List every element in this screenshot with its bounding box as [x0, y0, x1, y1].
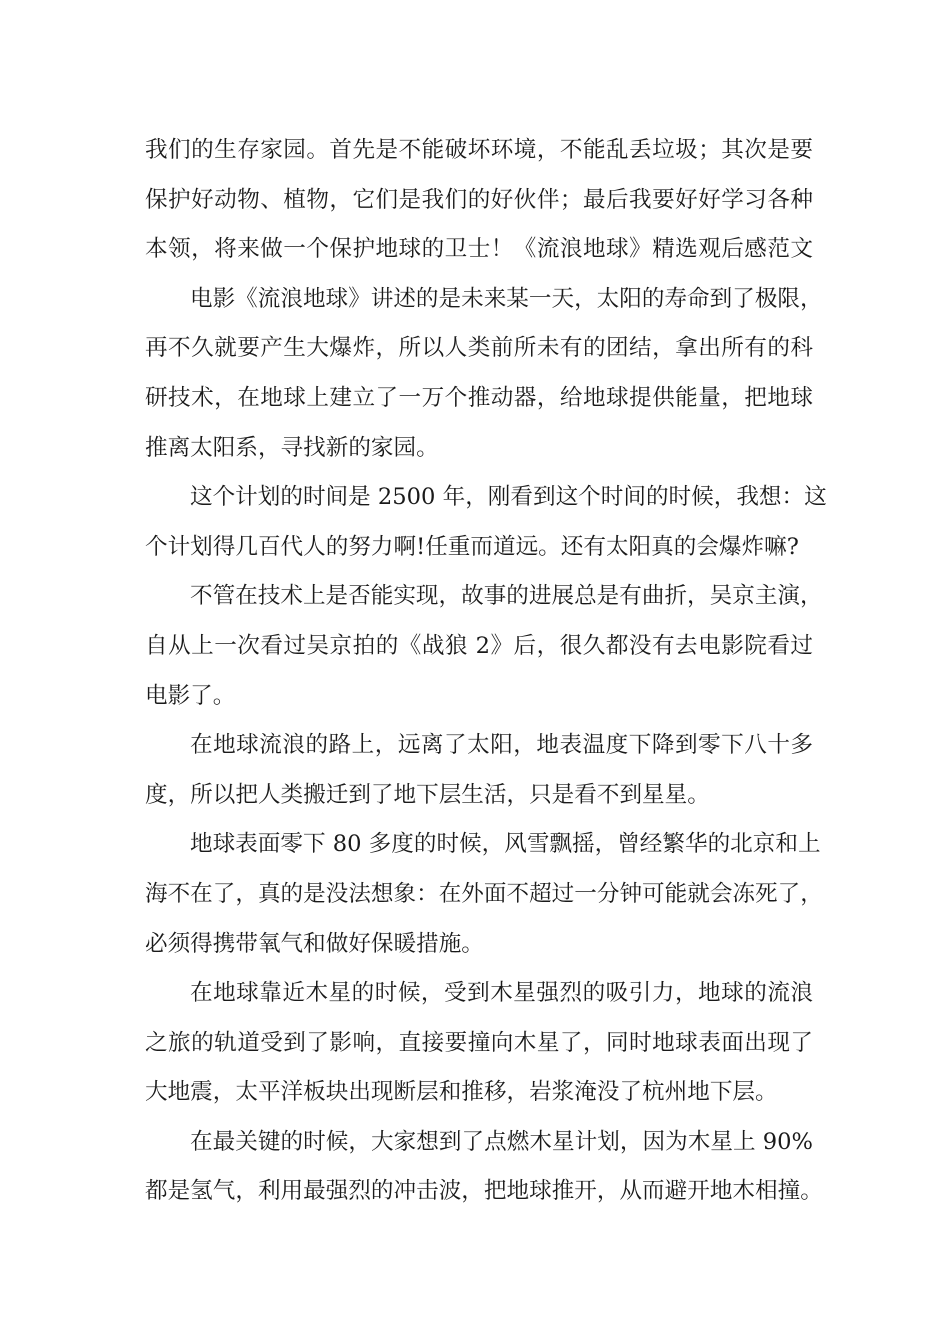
text-line: 研技术，在地球上建立了一万个推动器，给地球提供能量，把地球	[145, 384, 813, 411]
text-line: 在地球靠近木星的时候，受到木星强烈的吸引力，地球的流浪	[190, 980, 813, 1007]
text-line: 再不久就要产生大爆炸，所以人类前所未有的团结，拿出所有的科	[145, 335, 813, 362]
text-line: 保护好动物、植物，它们是我们的好伙伴；最后我要好好学习各种	[145, 186, 813, 213]
text-line: 大地震，太平洋板块出现断层和推移，岩浆淹没了杭州地下层。	[145, 1079, 778, 1106]
text-line: 地球表面零下 80 多度的时候，风雪飘摇，曾经繁华的北京和上	[190, 831, 821, 858]
text-line: 这个计划的时间是 2500 年，刚看到这个时间的时候，我想：这	[190, 484, 827, 511]
text-line: 度，所以把人类搬迁到了地下层生活，只是看不到星星。	[145, 781, 710, 808]
text-line: 本领，将来做一个保护地球的卫士！《流浪地球》精选观后感范文	[145, 236, 813, 263]
text-line: 电影了。	[145, 682, 236, 709]
text-line: 电影《流浪地球》讲述的是未来某一天，太阳的寿命到了极限，	[190, 285, 823, 312]
text-line: 我们的生存家园。首先是不能破坏环境，不能乱丢垃圾；其次是要	[145, 137, 813, 163]
text-line: 之旅的轨道受到了影响，直接要撞向木星了，同时地球表面出现了	[145, 1029, 813, 1056]
text-line: 在最关键的时候，大家想到了点燃木星计划，因为木星上 90%	[190, 1128, 813, 1155]
text-line: 推离太阳系，寻找新的家园。	[145, 434, 439, 461]
text-line: 自从上一次看过吴京拍的《战狼 2》后，很久都没有去电影院看过	[145, 632, 813, 659]
document-body	[145, 126, 827, 1217]
text-line: 必须得携带氧气和做好保暖措施。	[145, 930, 484, 957]
text-line: 海不在了，真的是没法想象：在外面不超过一分钟可能就会冻死了，	[145, 880, 823, 907]
text-line: 在地球流浪的路上，远离了太阳，地表温度下降到零下八十多	[190, 732, 813, 759]
text-line: 个计划得几百代人的努力啊!任重而道远。还有太阳真的会爆炸嘛?	[145, 533, 799, 560]
text-line: 不管在技术上是否能实现，故事的进展总是有曲折，吴京主演，	[190, 583, 823, 610]
text-line: 都是氢气，利用最强烈的冲击波，把地球推开，从而避开地木相撞。	[145, 1178, 823, 1205]
